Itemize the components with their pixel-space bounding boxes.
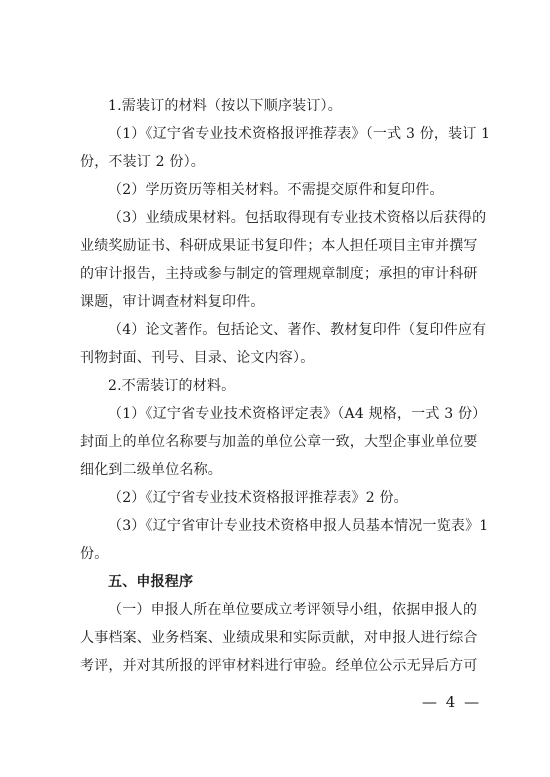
text-line: 业绩奖励证书、科研成果证书复印件；本人担任项目主审并撰写 — [80, 238, 478, 254]
text-line: （1）《辽宁省专业技术资格报评推荐表》（一式 3 份，装订 1 — [108, 126, 491, 142]
text-line: 1.需装订的材料（按以下顺序装订）。 — [108, 98, 342, 114]
text-line: 的审计报告，主持或参与制定的管理规章制度；承担的审计科研 — [80, 266, 478, 282]
text-line: 考评，并对其所报的评审材料进行审验。经单位公示无异后方可 — [80, 658, 478, 674]
text-line: 份。 — [80, 546, 109, 562]
text-line: 人事档案、业务档案、业绩成果和实际贡献，对申报人进行综合 — [80, 630, 478, 646]
text-line: 封面上的单位名称要与加盖的单位公章一致，大型企事业单位要 — [80, 434, 478, 450]
text-line: （1）《辽宁省专业技术资格评定表》（A4 规格，一式 3 份） — [108, 406, 487, 422]
text-line: （一）申报人所在单位要成立考评领导小组，依据申报人的 — [108, 602, 478, 618]
text-line: 份，不装订 2 份）。 — [80, 154, 206, 170]
page-number: — 4 — — [422, 693, 482, 711]
section-heading: 五、申报程序 — [108, 574, 194, 590]
text-line: （3）业绩成果材料。包括取得现有专业技术资格以后获得的 — [108, 210, 487, 226]
document-body — [80, 92, 491, 680]
text-line: （2）《辽宁省专业技术资格报评推荐表》2 份。 — [108, 490, 408, 506]
text-line: 课题，审计调查材料复印件。 — [80, 294, 265, 310]
text-line: （4）论文著作。包括论文、著作、教材复印件（复印件应有 — [108, 322, 487, 338]
text-line: （3）《辽宁省审计专业技术资格申报人员基本情况一览表》1 — [108, 518, 489, 534]
text-line: 2.不需装订的材料。 — [108, 378, 236, 394]
text-line: （2）学历资历等相关材料。不需提交原件和复印件。 — [108, 182, 444, 198]
text-line: 细化到二级单位名称。 — [80, 462, 222, 478]
text-line: 刊物封面、刊号、目录、论文内容）。 — [80, 350, 315, 366]
